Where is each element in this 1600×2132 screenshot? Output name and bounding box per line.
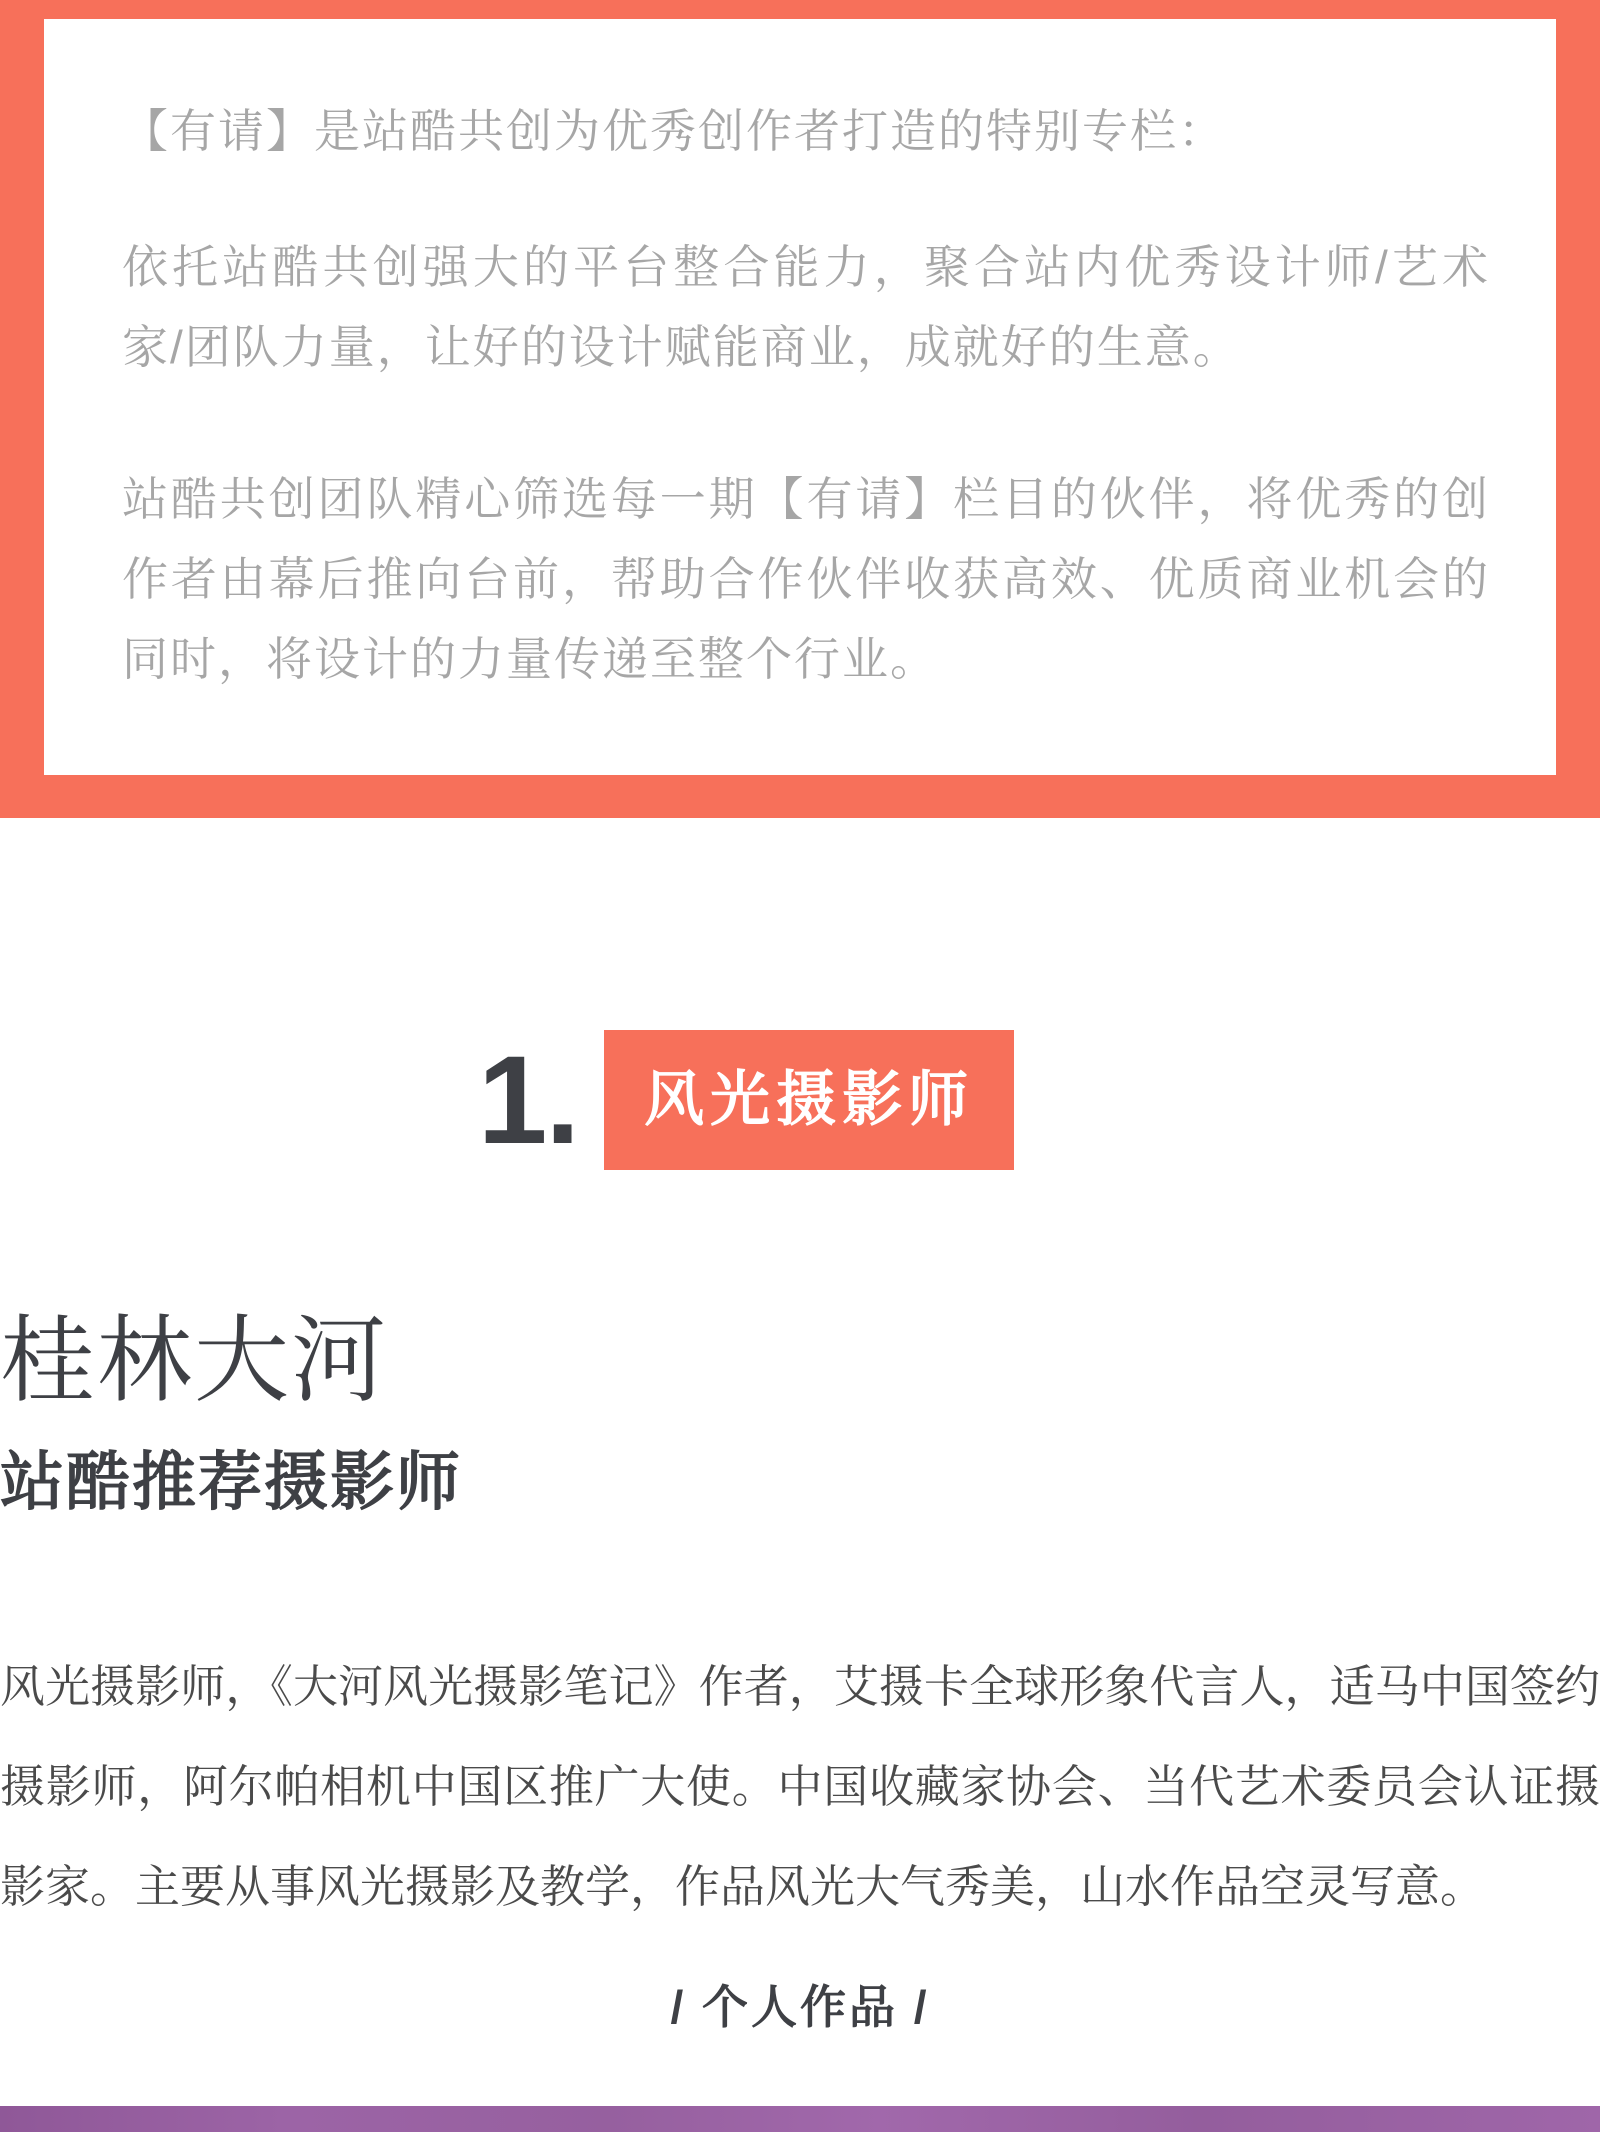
artist-title: 站酷推荐摄影师: [0, 1446, 462, 1518]
intro-paragraph-2: 站酷共创团队精心筛选每一期【有请】栏目的伙伴，将优秀的创作者由幕后推向台前，帮助合作伙伴收获高效、优质商业机会的同时，将设计的力量传递至整个行业。: [122, 473, 1490, 685]
intro-heading: 【有请】是站酷共创为优秀创作者打造的特别专栏：: [122, 105, 1226, 157]
works-divider: / 个人作品 /: [670, 1981, 930, 2033]
photo-top-edge: [0, 2106, 1600, 2132]
section-number: 1.: [477, 1030, 579, 1170]
intro-content: [44, 19, 1556, 775]
category-badge: 风光摄影师: [604, 1030, 1014, 1170]
artist-bio: 风光摄影师，《大河风光摄影笔记》作者，艾摄卡全球形象代言人，适马中国签约摄影师，阿尔帕相机中国区推广大使。中国收藏家协会、当代艺术委员会认证摄影家。主要从事风光摄影及教学，作品风光大气秀美，山水作品空灵写意。: [0, 1661, 1600, 1912]
intro-paragraph-1: 依托站酷共创强大的平台整合能力，聚合站内优秀设计师/艺术家/团队力量，让好的设计赋能商业，成就好的生意。: [122, 241, 1490, 373]
intro-highlight-box: [0, 0, 1600, 818]
artist-name: 桂林大河: [0, 1308, 389, 1414]
section-marker: [0, 1030, 1546, 1170]
